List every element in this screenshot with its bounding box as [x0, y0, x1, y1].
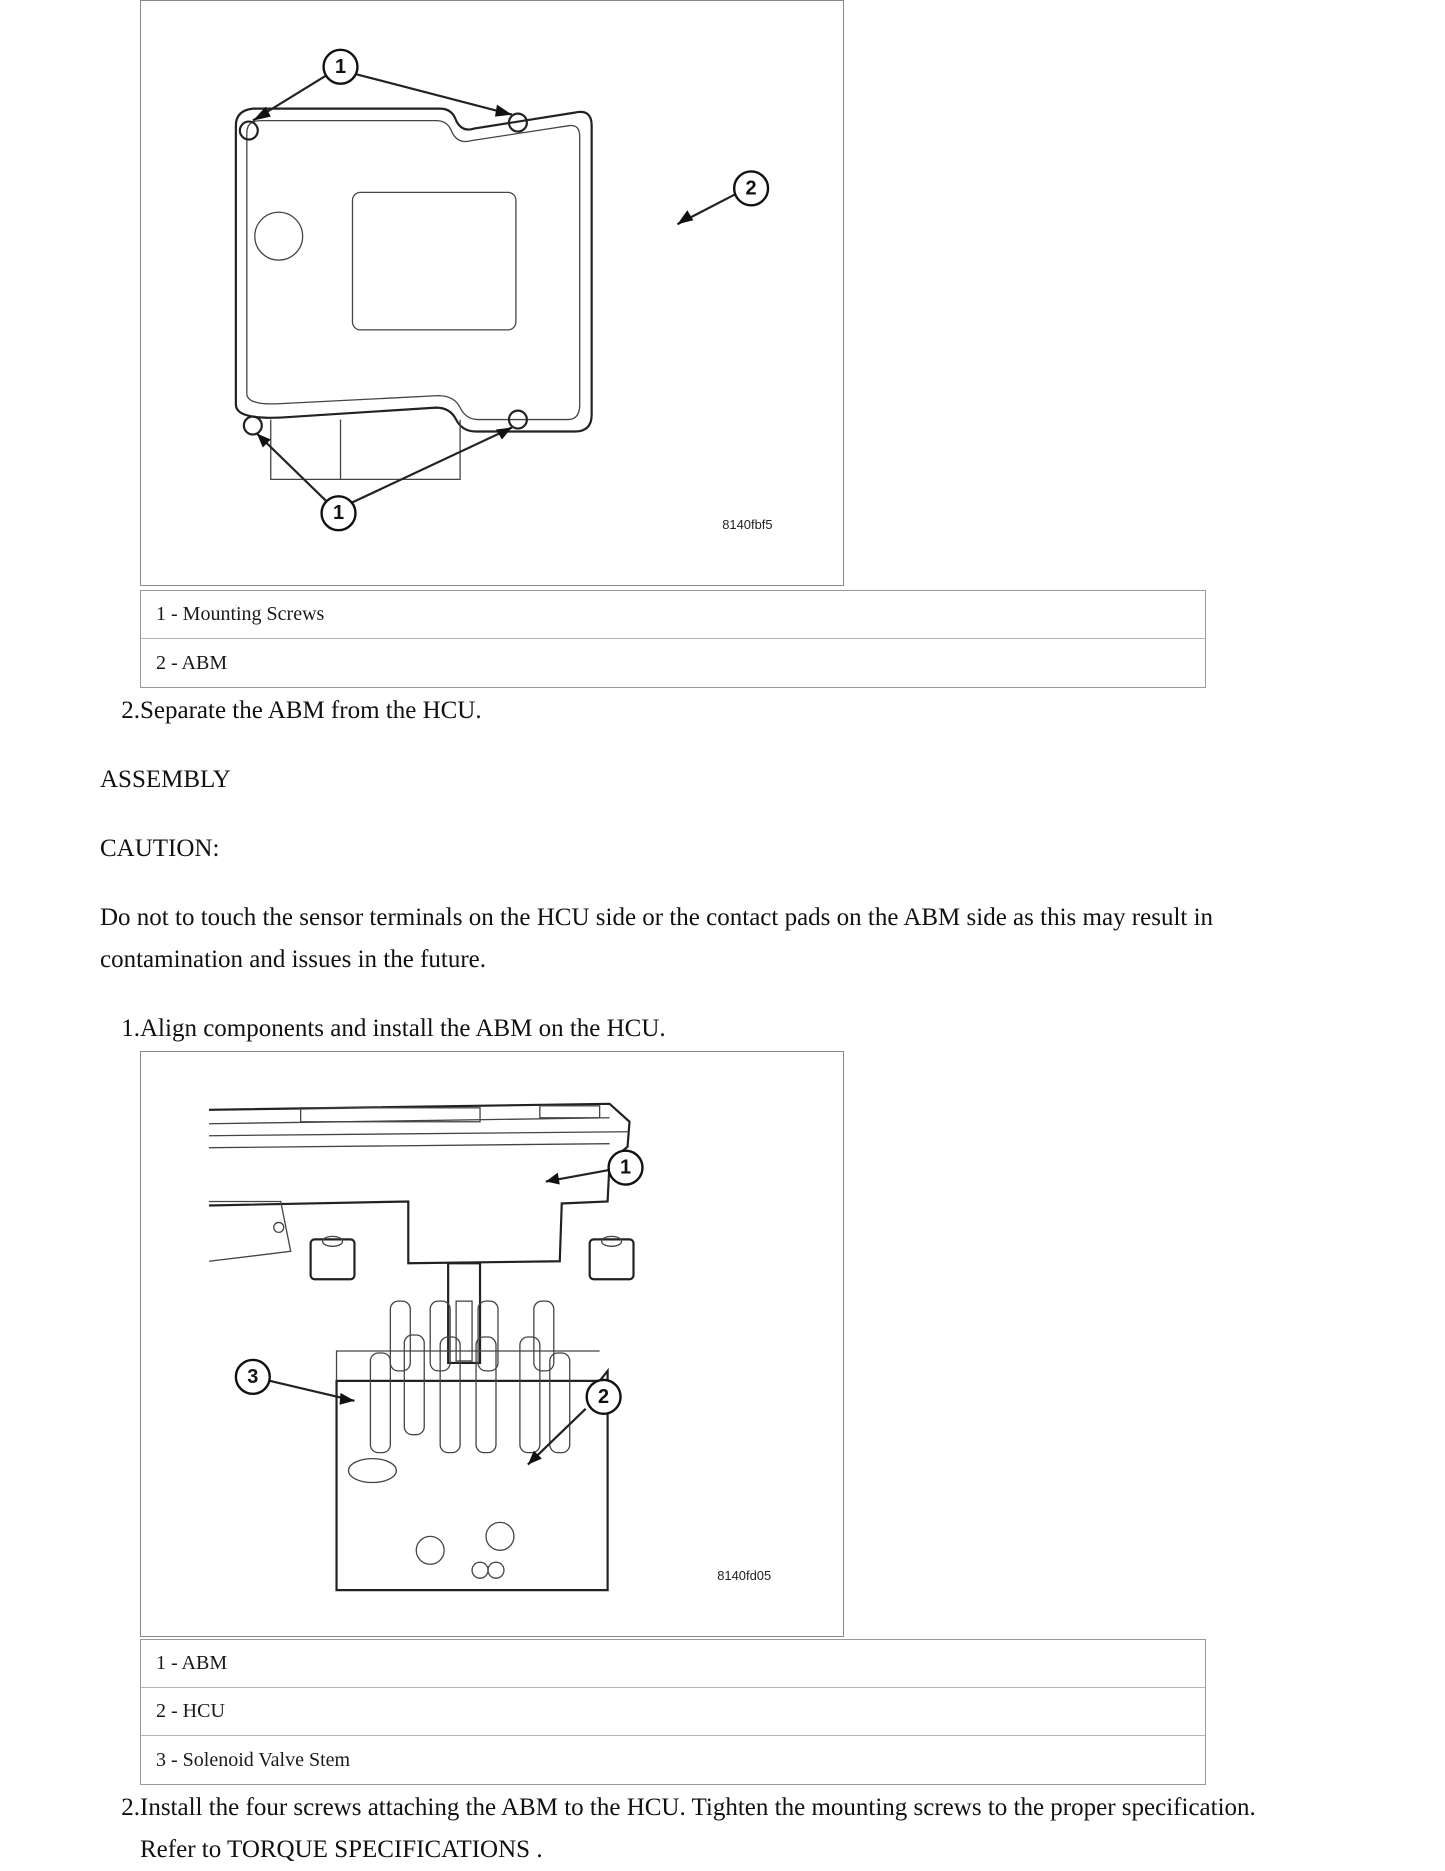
callout-1-top	[324, 50, 358, 84]
figure-code: 8140fd05	[717, 1568, 772, 1584]
svg-text:2: 2	[598, 1385, 610, 1408]
svg-text:1: 1	[334, 55, 347, 78]
svg-text:3: 3	[247, 1365, 259, 1388]
callout-1	[609, 1151, 643, 1185]
svg-text:2: 2	[745, 177, 757, 200]
callout-2	[734, 171, 768, 205]
legend-row: 3 - Solenoid Valve Stem	[156, 1748, 351, 1771]
abm-hcu-illustration	[141, 1052, 843, 1636]
caution-text: Do not to touch the sensor terminals on the HCU side or the contact pads on the ABM side as this may result in contamination and issues in the future.	[100, 904, 1214, 973]
figure2-legend-table	[140, 1639, 1206, 1785]
legend-row: 2 - ABM	[156, 651, 228, 674]
abm-hcu-alignment-figure	[140, 1051, 844, 1637]
svg-text:1: 1	[619, 1156, 632, 1179]
step-number: 1.	[121, 1015, 140, 1042]
callout-2	[587, 1380, 621, 1414]
step-text: Separate the ABM from the HCU.	[140, 697, 482, 724]
step-text: Install the four screws attaching the ABM to the HCU. Tighten the mounting screws to the proper specification. Refer to TORQUE SPECIFICATIONS .	[140, 1794, 1256, 1863]
callout-1-bottom	[322, 496, 356, 530]
abm-mounting-illustration	[141, 1, 843, 585]
legend-row: 1 - Mounting Screws	[141, 591, 1205, 639]
callout-3	[236, 1360, 270, 1394]
caution-label: CAUTION:	[100, 835, 220, 862]
assembly-heading: ASSEMBLY	[100, 766, 231, 793]
abm-mounting-screws-figure	[140, 0, 844, 586]
legend-row: 1 - ABM	[141, 1640, 1205, 1688]
step-number: 2.	[121, 1794, 140, 1821]
legend-row: 2 - HCU	[141, 1688, 1205, 1736]
figure1-legend-table	[140, 590, 1206, 688]
step-text: Align components and install the ABM on the HCU.	[140, 1015, 666, 1042]
svg-text:1: 1	[332, 502, 345, 525]
step-number: 2.	[121, 697, 140, 724]
figure-code: 8140fbf5	[722, 517, 773, 533]
